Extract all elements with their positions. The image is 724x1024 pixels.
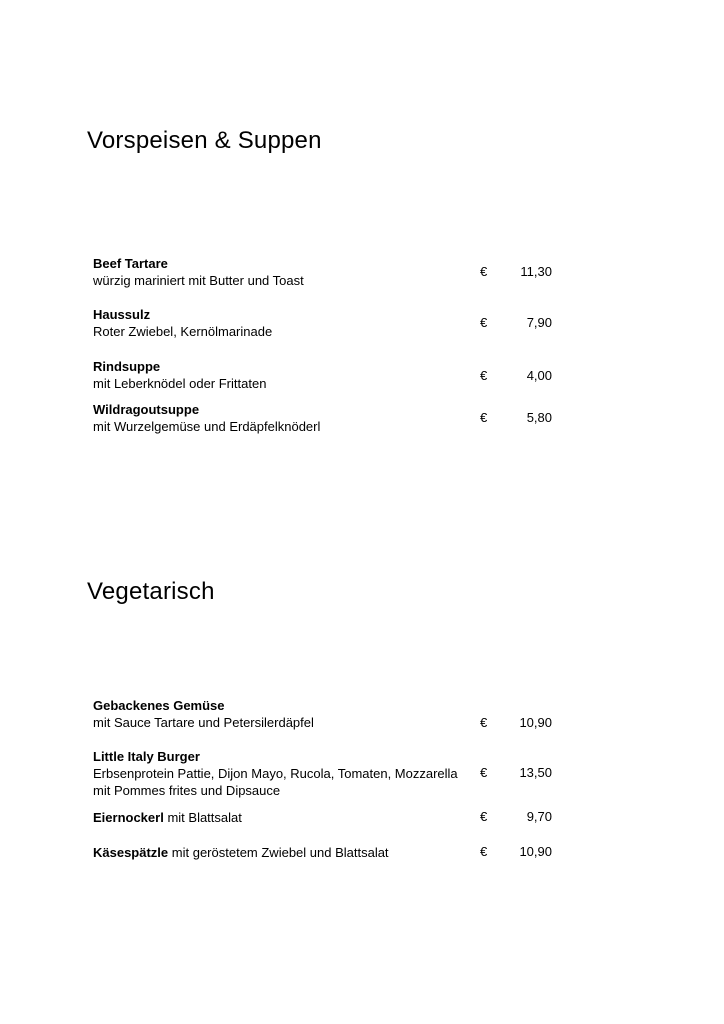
price-value: 9,70 bbox=[526, 809, 552, 824]
item-name: Eiernockerl bbox=[93, 810, 164, 825]
menu-item bbox=[93, 255, 653, 289]
currency-symbol: € bbox=[480, 809, 488, 824]
currency-symbol: € bbox=[480, 844, 488, 859]
menu-item bbox=[93, 844, 653, 861]
item-name: Haussulz bbox=[93, 307, 151, 322]
item-description: mit Leberknödel oder Frittaten bbox=[93, 376, 267, 391]
menu-item bbox=[93, 306, 653, 340]
item-name: Gebackenes Gemüse bbox=[93, 698, 225, 713]
price-value: 5,80 bbox=[526, 410, 552, 425]
price-value: 10,90 bbox=[519, 844, 552, 859]
item-description: mit Sauce Tartare und Petersilerdäpfel bbox=[93, 715, 314, 730]
price-value: 4,00 bbox=[526, 368, 552, 383]
menu-item bbox=[93, 697, 653, 731]
currency-symbol: € bbox=[480, 410, 488, 425]
menu-item bbox=[93, 748, 653, 799]
price-value: 7,90 bbox=[526, 315, 552, 330]
section-title-vorspeisen: Vorspeisen & Suppen bbox=[87, 127, 322, 154]
item-description: mit Blattsalat bbox=[167, 810, 242, 825]
currency-symbol: € bbox=[480, 715, 488, 730]
item-description-line2: mit Pommes frites und Dipsauce bbox=[93, 783, 281, 798]
currency-symbol: € bbox=[480, 315, 488, 330]
item-description: Roter Zwiebel, Kernölmarinade bbox=[93, 324, 273, 339]
section-title-vegetarisch: Vegetarisch bbox=[87, 578, 215, 605]
item-name: Käsespätzle bbox=[93, 845, 169, 860]
item-name: Little Italy Burger bbox=[93, 749, 200, 764]
item-description: würzig mariniert mit Butter und Toast bbox=[93, 273, 304, 288]
item-name: Wildragoutsuppe bbox=[93, 402, 200, 417]
price-value: 10,90 bbox=[519, 715, 552, 730]
price-value: 13,50 bbox=[519, 765, 552, 780]
currency-symbol: € bbox=[480, 264, 488, 279]
item-name: Beef Tartare bbox=[93, 256, 168, 271]
currency-symbol: € bbox=[480, 765, 488, 780]
item-description: mit Wurzelgemüse und Erdäpfelknöderl bbox=[93, 419, 321, 434]
currency-symbol: € bbox=[480, 368, 488, 383]
menu-item bbox=[93, 809, 653, 826]
item-description: Erbsenprotein Pattie, Dijon Mayo, Rucola, Tomaten, Mozzarella bbox=[93, 766, 458, 781]
price-value: 11,30 bbox=[520, 264, 552, 279]
item-description: mit geröstetem Zwiebel und Blattsalat bbox=[171, 845, 389, 860]
item-name: Rindsuppe bbox=[93, 359, 161, 374]
menu-item bbox=[93, 358, 653, 392]
menu-item bbox=[93, 401, 653, 435]
